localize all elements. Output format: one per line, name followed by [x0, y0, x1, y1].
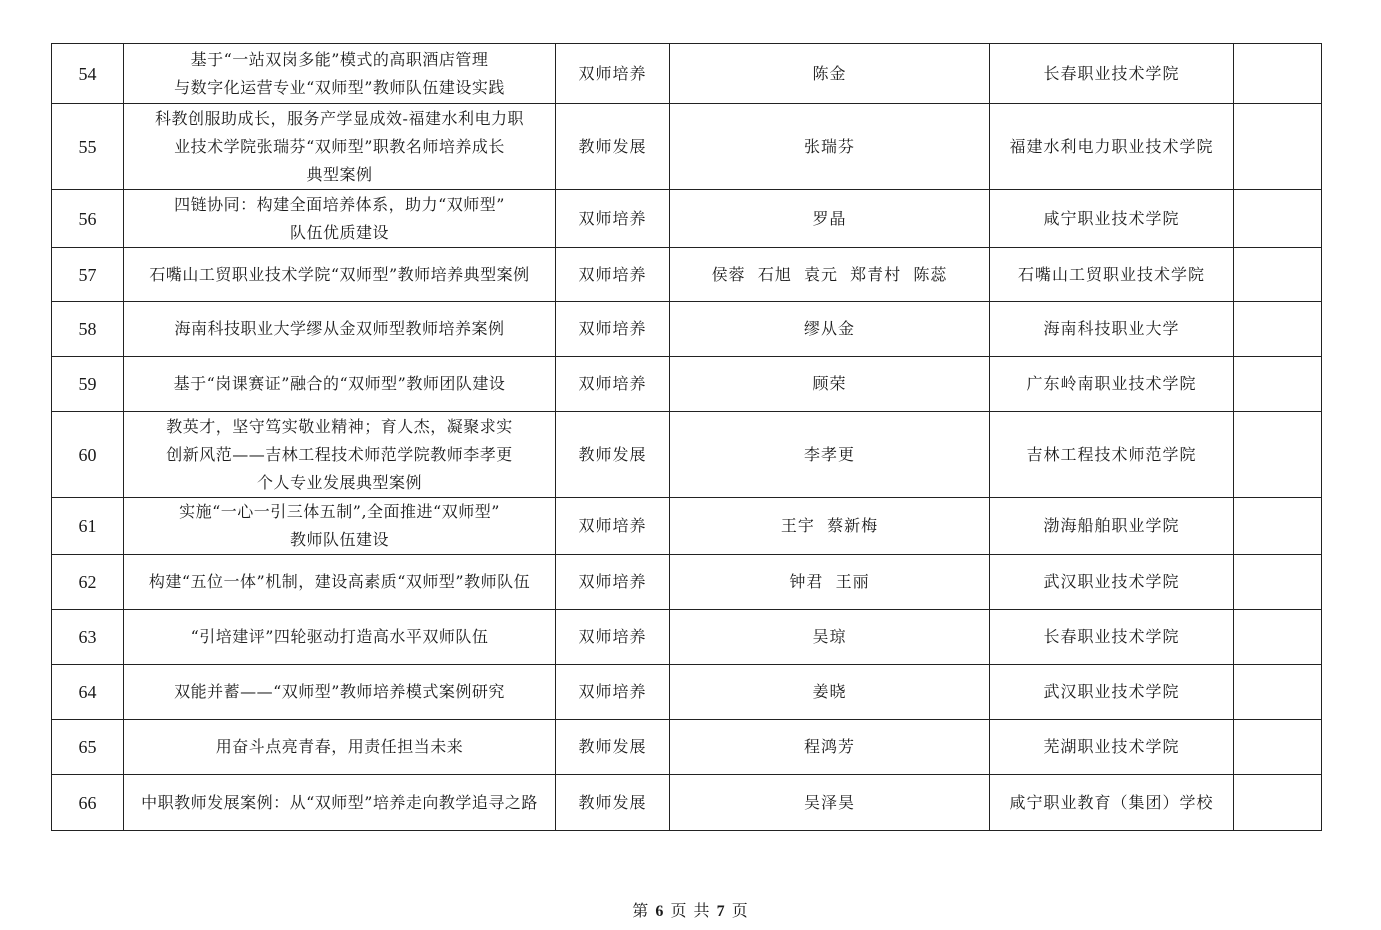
case-remark	[1234, 104, 1322, 190]
case-title	[124, 190, 556, 248]
case-author: 姜晓	[670, 665, 990, 720]
case-category: 教师发展	[556, 775, 670, 831]
case-school: 长春职业技术学院	[990, 44, 1234, 104]
case-title-line: 教师队伍建设	[289, 530, 389, 549]
case-category: 双师培养	[556, 498, 670, 555]
case-category: 双师培养	[556, 190, 670, 248]
footer-prefix: 第	[632, 901, 650, 920]
row-number: 64	[52, 665, 124, 720]
case-title	[124, 665, 556, 720]
case-category: 教师发展	[556, 412, 670, 498]
case-author: 侯蓉 石旭 袁元 郑青村 陈蕊	[670, 248, 990, 302]
case-school: 武汉职业技术学院	[990, 555, 1234, 610]
case-title-line: 业技术学院张瑞芬“双师型”职教名师培养成长	[174, 136, 505, 156]
case-title	[124, 412, 556, 498]
footer-total-pages: 7	[716, 903, 726, 920]
row-number: 54	[52, 44, 124, 104]
case-title	[124, 555, 556, 610]
case-title-line: 用奋斗点亮青春，用责任担当未来	[215, 737, 464, 756]
case-remark	[1234, 190, 1322, 248]
row-number: 58	[52, 302, 124, 357]
case-author: 吴泽昊	[670, 775, 990, 831]
case-school: 吉林工程技术师范学院	[990, 412, 1234, 498]
table-row	[52, 775, 1322, 831]
table-row	[52, 720, 1322, 775]
row-number: 63	[52, 610, 124, 665]
case-remark	[1234, 610, 1322, 665]
case-title-line: 科教创服助成长，服务产学显成效-福建水利电力职	[155, 108, 524, 128]
row-number: 66	[52, 775, 124, 831]
case-category: 双师培养	[556, 248, 670, 302]
table-row	[52, 44, 1322, 104]
case-school: 咸宁职业教育（集团）学校	[990, 775, 1234, 831]
case-author: 吴琼	[670, 610, 990, 665]
table-row	[52, 665, 1322, 720]
case-title-line: 基于“一站双岗多能”模式的高职酒店管理	[190, 49, 489, 69]
case-title-line: 石嘴山工贸职业技术学院“双师型”教师培养典型案例	[149, 264, 530, 284]
case-school: 石嘴山工贸职业技术学院	[990, 248, 1234, 302]
case-author: 顾荣	[670, 357, 990, 412]
case-author: 缪从金	[670, 302, 990, 357]
case-author: 程鸿芳	[670, 720, 990, 775]
page-footer	[0, 898, 1381, 921]
case-category: 双师培养	[556, 555, 670, 610]
table-row	[52, 412, 1322, 498]
row-number: 57	[52, 248, 124, 302]
case-title-line: 基于“岗课赛证”融合的“双师型”教师团队建设	[173, 374, 506, 393]
case-category: 双师培养	[556, 302, 670, 357]
table-row	[52, 357, 1322, 412]
row-number: 59	[52, 357, 124, 412]
case-title-line: 创新风范——吉林工程技术师范学院教师李孝更	[166, 444, 513, 464]
case-author: 李孝更	[670, 412, 990, 498]
case-category: 教师发展	[556, 720, 670, 775]
case-title	[124, 498, 556, 555]
case-title-line: 典型案例	[306, 164, 373, 184]
case-author: 张瑞芬	[670, 104, 990, 190]
case-title-line: 中职教师发展案例：从“双师型”培养走向教学追寻之路	[141, 792, 538, 812]
case-school: 福建水利电力职业技术学院	[990, 104, 1234, 190]
case-category: 双师培养	[556, 610, 670, 665]
footer-middle: 页 共	[670, 901, 711, 920]
table-row	[52, 190, 1322, 248]
case-title	[124, 357, 556, 412]
case-title-line: 海南科技职业大学缪从金双师型教师培养案例	[174, 319, 505, 338]
case-title	[124, 720, 556, 775]
case-title	[124, 302, 556, 357]
case-school: 芜湖职业技术学院	[990, 720, 1234, 775]
case-category: 双师培养	[556, 665, 670, 720]
case-title-line: 与数字化运营专业“双师型”教师队伍建设实践	[174, 77, 505, 97]
table-row	[52, 104, 1322, 190]
row-number: 62	[52, 555, 124, 610]
row-number: 61	[52, 498, 124, 555]
case-title-line: 教英才，坚守笃实敬业精神；育人杰，凝聚求实	[166, 416, 513, 436]
case-remark	[1234, 720, 1322, 775]
table-row	[52, 498, 1322, 555]
table-body	[52, 44, 1322, 831]
table-row	[52, 248, 1322, 302]
case-category: 教师发展	[556, 104, 670, 190]
case-category: 双师培养	[556, 44, 670, 104]
case-remark	[1234, 302, 1322, 357]
row-number: 56	[52, 190, 124, 248]
case-remark	[1234, 775, 1322, 831]
row-number: 60	[52, 412, 124, 498]
case-author: 罗晶	[670, 190, 990, 248]
case-title	[124, 775, 556, 831]
footer-current-page: 6	[655, 903, 665, 920]
table-row	[52, 302, 1322, 357]
case-remark	[1234, 665, 1322, 720]
case-title-line: 双能并蓄——“双师型”教师培养模式案例研究	[174, 682, 505, 701]
case-school: 咸宁职业技术学院	[990, 190, 1234, 248]
case-title-line: 四链协同：构建全面培养体系，助力“双师型”	[174, 194, 505, 214]
table-row	[52, 555, 1322, 610]
footer-suffix: 页	[731, 901, 749, 920]
case-remark	[1234, 44, 1322, 104]
case-school: 广东岭南职业技术学院	[990, 357, 1234, 412]
case-title-line: “引培建评”四轮驱动打造高水平双师队伍	[190, 627, 489, 646]
case-school: 海南科技职业大学	[990, 302, 1234, 357]
case-remark	[1234, 555, 1322, 610]
case-title	[124, 610, 556, 665]
case-title	[124, 248, 556, 302]
case-remark	[1234, 248, 1322, 302]
case-title-line: 队伍优质建设	[289, 222, 389, 242]
case-category: 双师培养	[556, 357, 670, 412]
case-title	[124, 104, 556, 190]
row-number: 55	[52, 104, 124, 190]
case-school: 长春职业技术学院	[990, 610, 1234, 665]
case-school: 武汉职业技术学院	[990, 665, 1234, 720]
case-remark	[1234, 412, 1322, 498]
case-school: 渤海船舶职业学院	[990, 498, 1234, 555]
case-remark	[1234, 357, 1322, 412]
row-number: 65	[52, 720, 124, 775]
case-remark	[1234, 498, 1322, 555]
case-title-line: 实施“一心一引三体五制”,全面推进“双师型”	[179, 502, 500, 521]
case-author: 王宇 蔡新梅	[670, 498, 990, 555]
case-title-line: 构建“五位一体”机制，建设高素质“双师型”教师队伍	[148, 572, 531, 591]
case-author: 钟君 王丽	[670, 555, 990, 610]
cases-table	[51, 43, 1322, 831]
case-author: 陈金	[670, 44, 990, 104]
case-title-line: 个人专业发展典型案例	[256, 472, 422, 492]
table-row	[52, 610, 1322, 665]
case-title	[124, 44, 556, 104]
